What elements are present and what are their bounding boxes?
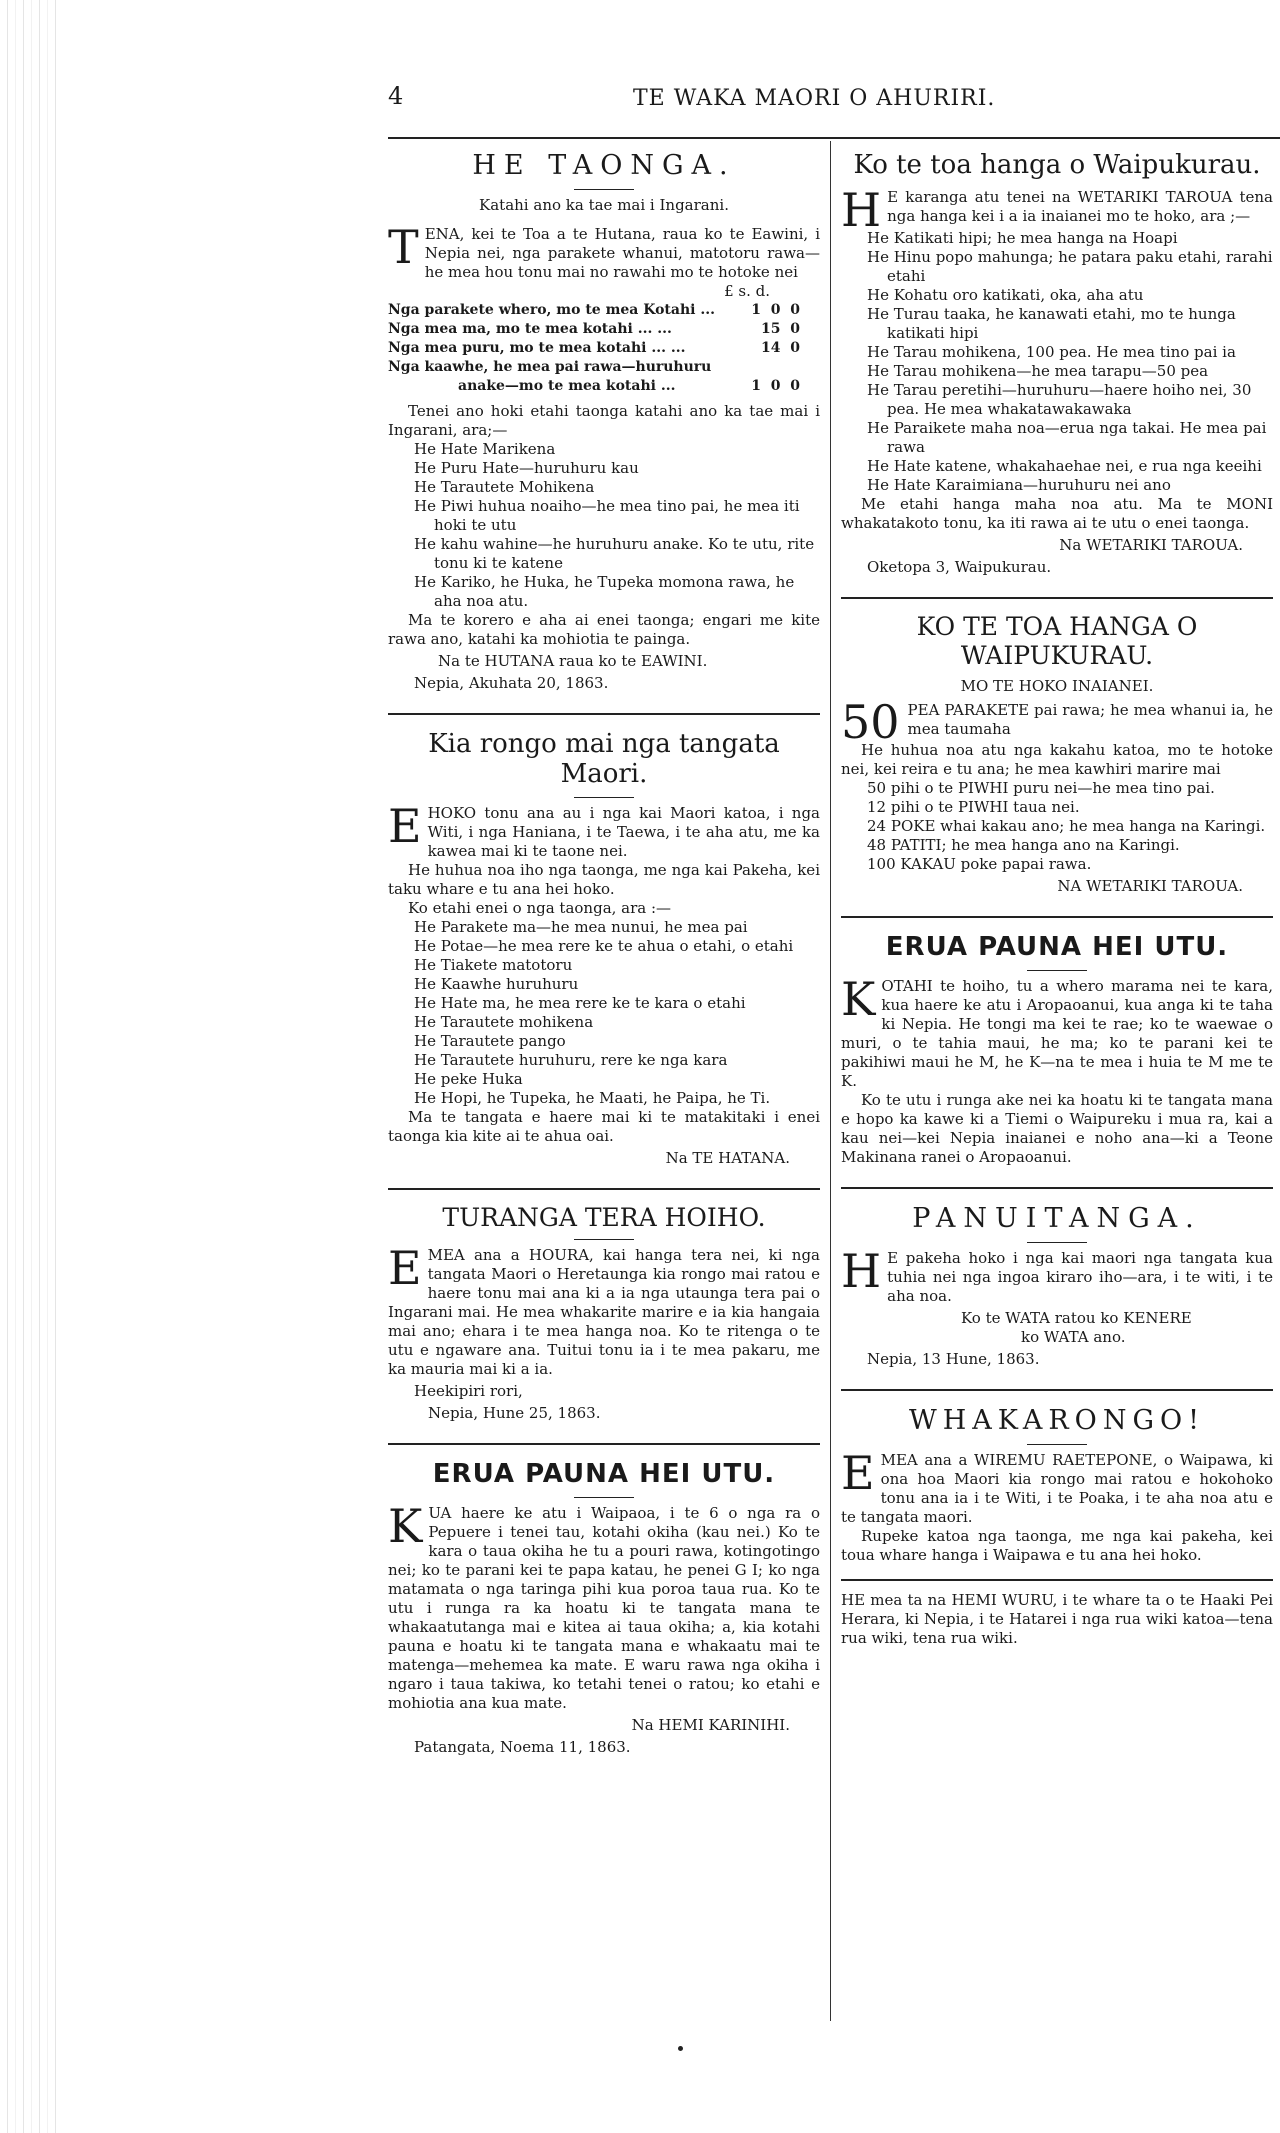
ad-title: Kia rongo mai nga tangata Maori. — [428, 729, 780, 789]
price-row — [388, 339, 820, 358]
section-rule — [388, 1443, 820, 1445]
list-item: He Parakete ma—he mea nunui, he mea pai — [414, 918, 748, 936]
list-item: He Hate ma, he mea rere ke te kara o etahi — [414, 994, 746, 1012]
list-item: He Hate Marikena — [414, 440, 556, 458]
ad-signature: Na WETARIKI TAROUA. — [1059, 536, 1243, 554]
price-amount: 15 0 — [761, 321, 800, 337]
ad-body: MEA ana a HOURA, kai hanga tera nei, ki nga tangata Maori o Heretaunga kia rongo mai ratou e haere tonu mai ana ki a ia nga utaunga tera pai o Ingarani mai. He mea whakarite marire e ia kia hangaia mai ano; ehara i te mea hanga noa. Ko te ritenga o te utu e ngaware ana. Tuitui tonu ia i te mea pakaru, me ka mauria mai ki a ia. — [388, 1245, 820, 1378]
list-item: He Hopi, he Tupeka, he Maati, he Paipa, he Ti. — [414, 1089, 771, 1107]
list-item: He Piwi huhua noaiho—he mea tino pai, he mea iti hoki te utu — [414, 497, 800, 534]
ad-body: UA haere ke atu i Waipaoa, i te 6 o nga ra o Pepuere i tenei tau, kotahi okiha (kau nei.) Ko te kara o taua okiha he tu a pouri rawa, kotingotingo nei; ko te parani kei te papa katau, he penei G I; ko nga matamata o nga taringa pihi kua poroa taua rua. Ko te utu i runga ra ka hoatu ki te tangata mana te whakaatutanga mai e kitea ai taua okiha; a, kia kotahi pauna e hoatu ki te tangata mana e whakaatu mai te matenga—mehemea ka mate. E waru rawa nga okiha i ngaro i taua takiwa, ko tetahi tenei o ratou; ko etahi e mohiotia ana kua mate. — [388, 1503, 820, 1712]
list-item: He Tarautete Mohikena — [414, 478, 595, 496]
list-item: He Puru Hate—huruhuru kau — [414, 459, 639, 477]
ad-date: Nepia, 13 Hune, 1863. — [867, 1349, 1040, 1368]
section-rule — [841, 1389, 1273, 1391]
short-rule — [1027, 970, 1087, 971]
printer-notice: HE mea ta na HEMI WURU, i te whare ta o te Haaki Pei Herara, ki Nepia, i te Hatarei i nga rua wiki katoa—tena rua wiki, tena rua wiki. — [841, 1590, 1273, 1647]
ad-signature: Ko te WATA ratou ko KENERE — [961, 1308, 1192, 1327]
scan-left-edge — [0, 0, 58, 2133]
list-item: He Kaawhe huruhuru — [414, 975, 579, 993]
ad-signature: Na te HUTANA raua ko te EAWINI. — [438, 652, 708, 670]
price-desc: anake—mo te mea kotahi ... — [458, 378, 676, 394]
column-divider — [830, 141, 831, 2021]
ad-paragraph: Ma te tangata e haere mai ki te matakitaki i enei taonga kia kite ai te ahua oai. — [388, 1108, 820, 1145]
ad-toa-hanga-waipukurau — [841, 150, 1273, 577]
ad-paragraph: He huhua noa atu nga kakahu katoa, mo te hotoke nei, kei reira e tu ana; he mea kawhiri marire mai — [841, 740, 1273, 778]
ink-dot — [678, 2046, 683, 2051]
ad-signature: Na TE HATANA. — [665, 1149, 790, 1167]
ad-title: HE TAONGA. — [472, 150, 736, 181]
list-item: He Tiakete matotoru — [414, 956, 573, 974]
short-rule — [574, 797, 634, 798]
list-item: He Katikati hipi; he mea hanga na Hoapi — [867, 229, 1178, 247]
price-desc: Nga mea ma, mo te mea kotahi ... ... — [388, 321, 672, 337]
ad-subtitle: Katahi ano ka tae mai i Ingarani. — [479, 196, 729, 214]
ad-paragraph: Ko etahi enei o nga taonga, ara :— — [408, 899, 672, 917]
section-rule — [841, 597, 1273, 599]
price-row — [388, 377, 820, 396]
ad-paragraph: Rupeke katoa nga taonga, me nga kai pakeha, kei toua whare hanga i Waipawa e tu ana hei hoko. — [841, 1526, 1273, 1564]
header-rule — [388, 137, 1280, 139]
drop-number: 50 — [841, 694, 900, 749]
list-item: He Kohatu oro katikati, oka, aha atu — [867, 286, 1144, 304]
price-desc: Nga kaawhe, he mea pai rawa—huruhuru — [388, 359, 712, 375]
ad-whakarongo — [841, 1405, 1273, 1565]
ad-title: ERUA PAUNA HEI UTU. — [432, 1458, 776, 1489]
section-rule — [841, 1187, 1273, 1189]
ad-intro: ENA, kei te Toa a te Hutana, raua ko te Eawini, i Nepia nei, nga parakete whanui, matotoru rawa—he mea hou tonu mai no rawahi mo te hotoke nei — [424, 225, 820, 281]
short-rule — [574, 189, 634, 190]
ad-title: KO TE TOA HANGA O WAIPUKURAU. — [916, 612, 1198, 670]
list-item: He Tarau peretihi—huruhuru—haere hoiho nei, 30 pea. He mea whakatawakawaka — [867, 381, 1252, 418]
drop-cap: K — [388, 1498, 423, 1553]
price-desc: Nga parakete whero, mo te mea Kotahi ... — [388, 302, 715, 318]
ad-intro: E karanga atu tenei na WETARIKI TAROUA tena nga hanga kei i a ia inaianei mo te hoko, ara ;— — [887, 188, 1273, 225]
list-item: He Potae—he mea rere ke te ahua o etahi, o etahi — [414, 937, 794, 955]
ad-title: ERUA PAUNA HEI UTU. — [885, 931, 1229, 962]
ad-date: Nepia, Akuhata 20, 1863. — [414, 674, 609, 692]
ad-kia-rongo — [388, 729, 820, 1168]
section-rule — [388, 713, 820, 715]
ad-paragraph: Ma te korero e aha ai enei taonga; engari me kite rawa ano, katahi ka mohiotia te painga. — [388, 611, 820, 648]
section-rule — [841, 916, 1273, 918]
short-rule — [1027, 1444, 1087, 1445]
ad-subtitle: MO TE HOKO INAIANEI. — [960, 676, 1154, 695]
price-row — [388, 358, 820, 377]
ad-signature: Heekipiri rori, — [414, 1381, 523, 1400]
price-row — [388, 320, 820, 339]
list-item: He Hate Karaimiana—huruhuru nei ano — [867, 476, 1171, 494]
list-item: He Tarau mohikena—he mea tarapu—50 pea — [867, 362, 1209, 380]
ad-intro: HOKO tonu ana au i nga kai Maori katoa, i nga Witi, i nga Haniana, i te Taewa, i te aha atu, me ka kawea mai ki te taone nei. — [427, 804, 820, 860]
drop-cap: K — [841, 971, 876, 1026]
ad-erua-pauna-left — [388, 1459, 820, 1757]
list-item: He Tarautete pango — [414, 1032, 566, 1050]
list-item: He Tarau mohikena, 100 pea. He mea tino pai ia — [867, 343, 1236, 361]
section-rule — [388, 1188, 820, 1190]
drop-cap: E — [388, 799, 422, 853]
ad-paragraph: He huhua noa iho nga taonga, me nga kai Pakeha, kei taku whare e tu ana hei hoko. — [388, 861, 820, 898]
ad-title: PANUITANGA. — [912, 1202, 1202, 1234]
ad-title: WHAKARONGO! — [908, 1404, 1205, 1436]
list-item: He Paraikete maha noa—erua nga takai. He mea pai rawa — [867, 419, 1267, 456]
page-number: 4 — [388, 82, 404, 110]
short-rule — [1027, 1242, 1087, 1243]
list-item: He Hate katene, whakahaehae nei, e rua nga keeihi — [867, 457, 1262, 475]
list-item: He Kariko, he Huka, he Tupeka momona rawa, he aha noa atu. — [414, 573, 795, 610]
section-rule — [841, 1579, 1273, 1581]
ad-signature: NA WETARIKI TAROUA. — [1057, 876, 1243, 895]
list-item: 48 PATITI; he mea hanga ano na Karingi. — [867, 835, 1180, 854]
ad-turanga-tera — [388, 1204, 820, 1423]
left-column — [388, 148, 820, 1757]
ad-date: Patangata, Noema 11, 1863. — [414, 1737, 631, 1756]
ad-date: Oketopa 3, Waipukurau. — [867, 558, 1052, 576]
price-desc: Nga mea puru, mo te mea kotahi ... ... — [388, 340, 686, 356]
price-row — [388, 301, 820, 320]
ad-panuitanga — [841, 1203, 1273, 1369]
list-item: He Tarautete mohikena — [414, 1013, 594, 1031]
ad-date: Nepia, Hune 25, 1863. — [428, 1403, 601, 1422]
ad-body: E pakeha hoko i nga kai maori nga tangata kua tuhia nei nga ingoa kiraro iho—ara, i te witi, i te aha noa. — [887, 1248, 1273, 1305]
list-item: 50 pihi o te PIWHI puru nei—he mea tino pai. — [867, 778, 1215, 797]
ad-title: TURANGA TERA HOIHO. — [442, 1203, 766, 1232]
short-rule — [574, 1497, 634, 1498]
drop-cap: T — [388, 220, 419, 274]
list-item: He kahu wahine—he huruhuru anake. Ko te utu, rite tonu ki te katene — [414, 535, 815, 572]
price-amount: 1 0 0 — [751, 378, 800, 394]
ad-title: Ko te toa hanga o Waipukurau. — [853, 150, 1261, 180]
ad-signature: ko WATA ano. — [1021, 1327, 1126, 1346]
list-item: 100 KAKAU poke papai rawa. — [867, 854, 1092, 873]
short-rule — [574, 1239, 634, 1240]
list-item: 24 POKE whai kakau ano; he mea hanga na Karingi. — [867, 816, 1266, 835]
ad-toa-hanga-caps — [841, 613, 1273, 896]
list-item: He Hinu popo mahunga; he patara paku etahi, rarahi etahi — [867, 248, 1273, 285]
ad-intro: PEA PARAKETE pai rawa; he mea whanui ia, he mea taumaha — [907, 700, 1273, 738]
drop-cap: E — [841, 1445, 875, 1500]
list-item: He Turau taaka, he kanawati etahi, mo te hunga katikati hipi — [867, 305, 1236, 342]
list-item: He Tarautete huruhuru, rere ke nga kara — [414, 1051, 728, 1069]
price-column-header: £ s. d. — [724, 282, 770, 300]
price-amount: 1 0 0 — [751, 302, 800, 318]
drop-cap: H — [841, 1243, 882, 1298]
ad-body: OTAHI te hoiho, tu a whero marama nei te kara, kua haere ke atu i Aropaoanui, kua anga ki te taha ki Nepia. He tongi ma kei te rae; ko te waewae o muri, o te tahia maui, he ma; ko te parani kei te pakihiwi maui he M, he K—na te mea i huia te M me te K. — [841, 976, 1273, 1090]
list-item: 12 pihi o te PIWHI taua nei. — [867, 797, 1080, 816]
price-amount: 14 0 — [761, 340, 800, 356]
ad-paragraph: Tenei ano hoki etahi taonga katahi ano ka tae mai i Ingarani, ara;— — [388, 402, 820, 439]
ad-paragraph: Ko te utu i runga ake nei ka hoatu ki te tangata mana e hopo ka kawe ki a Tiemi o Waipureku i mua ra, kai a kau nei—kei Nepia inaianei e noho ana—ki a Teone Makinana ranei o Aropaoanui. — [841, 1090, 1273, 1166]
drop-cap: E — [388, 1240, 422, 1295]
ad-body: MEA ana a WIREMU RAETEPONE, o Waipawa, ki ona hoa Maori kia rongo mai ratou e hokohoko tonu ana ia i te Witi, i te Poaka, i te aha noa atu e te tangata maori. — [841, 1450, 1273, 1526]
ad-paragraph: Me etahi hanga maha noa atu. Ma te MONI whakatakoto tonu, ka iti rawa ai te utu o enei taonga. — [841, 495, 1273, 532]
price-amount — [716, 358, 820, 377]
right-column — [841, 148, 1273, 1648]
running-title: TE WAKA MAORI O AHURIRI. — [633, 86, 996, 111]
ad-signature: Na HEMI KARINIHI. — [631, 1715, 790, 1734]
drop-cap: H — [841, 183, 882, 237]
list-item: He peke Huka — [414, 1070, 523, 1088]
ad-erua-pauna-right — [841, 932, 1273, 1167]
ad-he-taonga — [388, 150, 820, 693]
